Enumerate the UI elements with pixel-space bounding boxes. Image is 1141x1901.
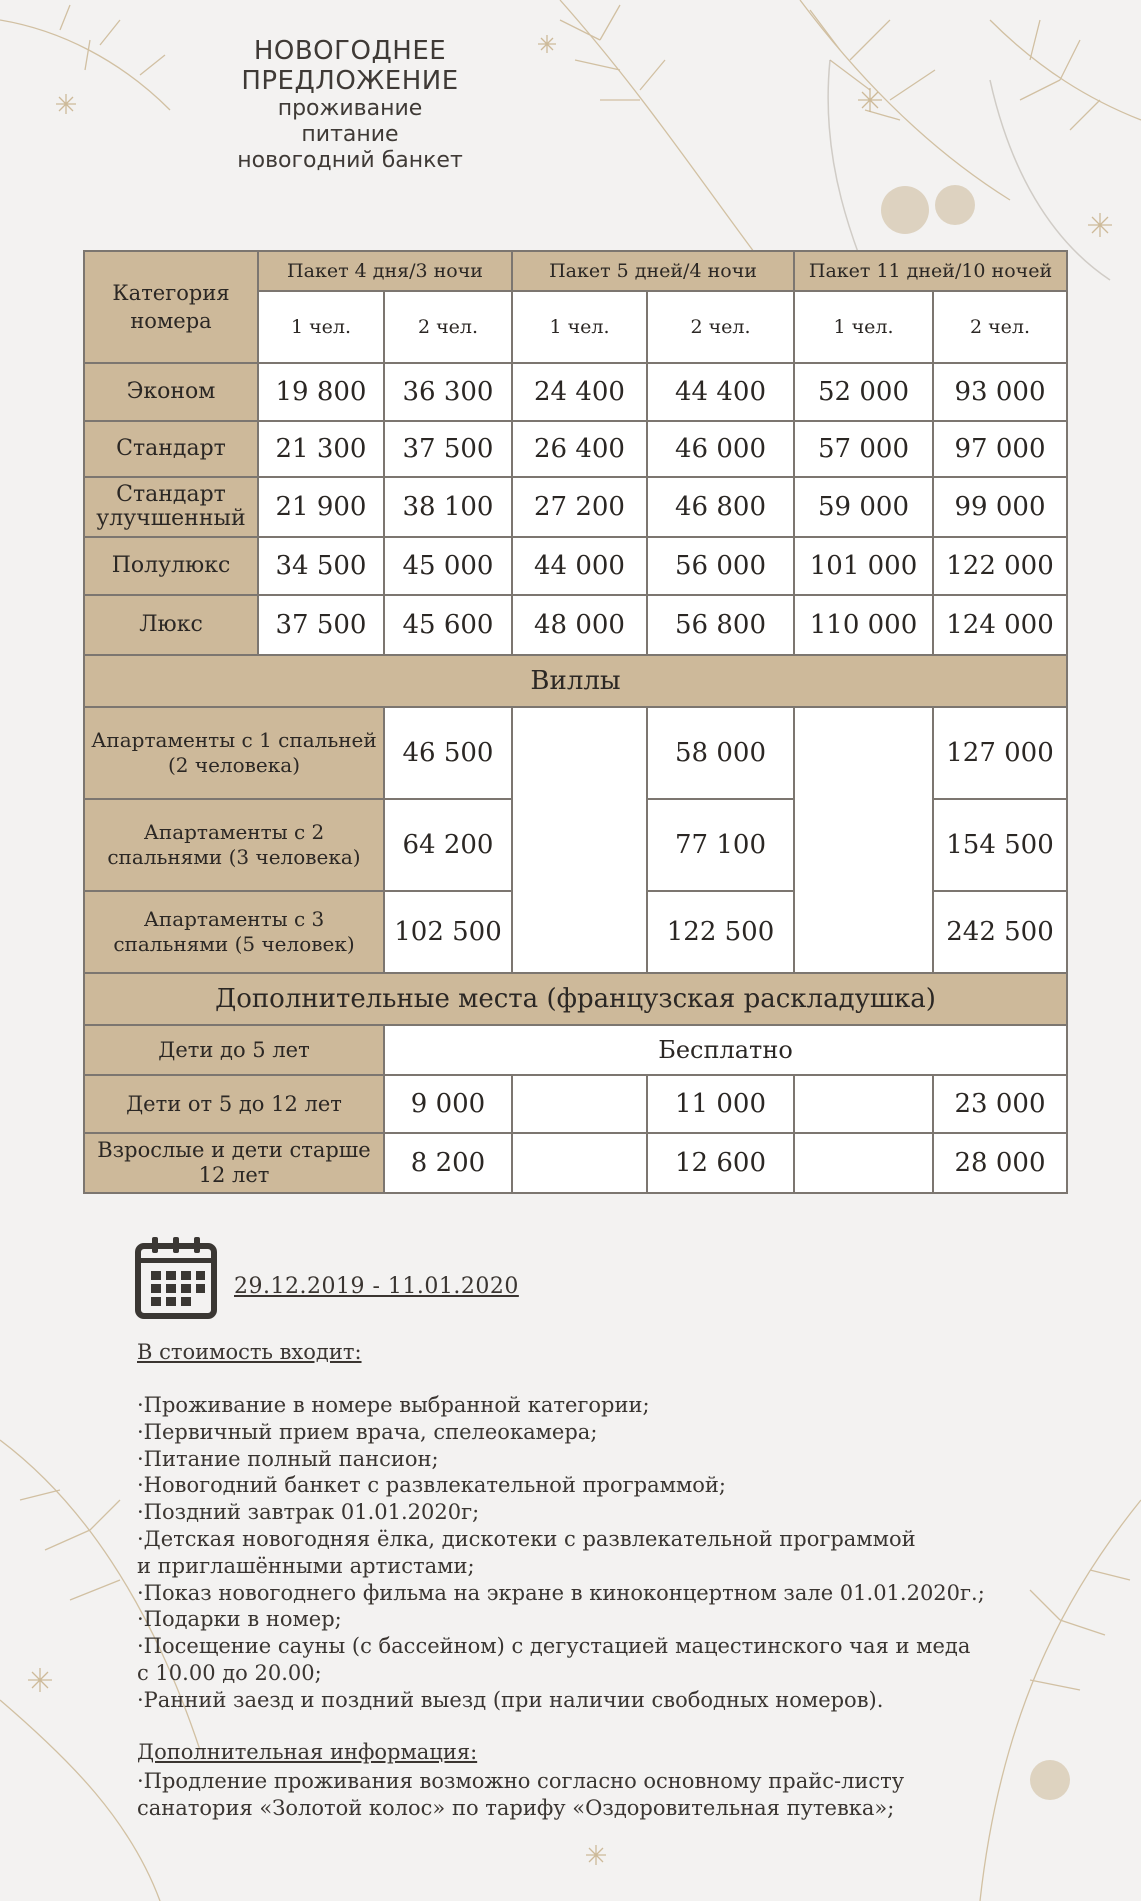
room-row-suite <box>84 595 1067 655</box>
room-name: Полулюкс <box>84 537 258 595</box>
persons-header: 1 чел. <box>794 291 933 363</box>
empty-cell <box>512 707 647 973</box>
price-cell: 101 000 <box>794 537 933 595</box>
price-cell: 27 200 <box>512 477 647 537</box>
villa-name: Апартаменты с 2 спальнями (3 человека) <box>84 799 384 891</box>
extra-row <box>84 1025 1067 1075</box>
calendar-icon <box>134 1236 218 1320</box>
price-cell: 9 000 <box>384 1075 512 1133</box>
price-cell: 21 900 <box>258 477 384 537</box>
room-row-standard <box>84 421 1067 477</box>
price-cell: 26 400 <box>512 421 647 477</box>
empty-cell <box>794 1075 933 1133</box>
price-cell: 56 800 <box>647 595 794 655</box>
villas-title: Виллы <box>84 655 1067 707</box>
price-cell: 12 600 <box>647 1133 794 1193</box>
villa-name: Апартаменты с 3 спальнями (5 человек) <box>84 891 384 973</box>
list-item: ·Поздний завтрак 01.01.2020г; <box>137 1500 480 1525</box>
package-11-days: Пакет 11 дней/10 ночей <box>794 251 1067 291</box>
price-cell: 122 500 <box>647 891 794 973</box>
price-cell: 59 000 <box>794 477 933 537</box>
price-cell: 23 000 <box>933 1075 1067 1133</box>
offer-dates: 29.12.2019 - 11.01.2020 <box>234 1274 519 1299</box>
persons-header: 2 чел. <box>933 291 1067 363</box>
header-subtitle-meals: питание <box>301 122 399 147</box>
room-row-junior-suite <box>84 537 1067 595</box>
price-cell: 57 000 <box>794 421 933 477</box>
list-item: ·Ранний заезд и поздний выезд (при наличии свободных номеров). <box>137 1687 884 1712</box>
room-row-econom <box>84 363 1067 421</box>
header-subtitle-banquet: новогодний банкет <box>237 148 463 173</box>
list-item: ·Показ новогоднего фильма на экране в киноконцертном зале 01.01.2020г.; <box>137 1580 985 1605</box>
persons-header: 1 чел. <box>512 291 647 363</box>
price-cell: 242 500 <box>933 891 1067 973</box>
extra-beds-section-row <box>84 973 1067 1025</box>
price-cell: 46 800 <box>647 477 794 537</box>
price-cell: 52 000 <box>794 363 933 421</box>
additional-info-list <box>137 1768 904 1822</box>
price-cell: 44 000 <box>512 537 647 595</box>
villa-name: Апартаменты с 1 спальней (2 человека) <box>84 707 384 799</box>
price-cell: 19 800 <box>258 363 384 421</box>
persons-header: 2 чел. <box>384 291 512 363</box>
list-item: ·Детская новогодняя ёлка, дискотеки с развлекательной программой <box>137 1526 916 1551</box>
price-cell: 77 100 <box>647 799 794 891</box>
extra-name: Дети до 5 лет <box>84 1025 384 1075</box>
room-name: Эконом <box>84 363 258 421</box>
extra-row <box>84 1133 1067 1193</box>
price-cell: 37 500 <box>384 421 512 477</box>
category-header: Категория номера <box>84 251 258 363</box>
extra-name: Дети от 5 до 12 лет <box>84 1075 384 1133</box>
list-item: ·Продление проживания возможно согласно основному прайс-листу <box>137 1769 905 1793</box>
price-cell: 24 400 <box>512 363 647 421</box>
empty-cell <box>794 707 933 973</box>
price-cell: 11 000 <box>647 1075 794 1133</box>
price-cell: 154 500 <box>933 799 1067 891</box>
list-item: ·Новогодний банкет с развлекательной программой; <box>137 1473 726 1498</box>
room-row-standard-improved <box>84 477 1067 537</box>
price-cell: 36 300 <box>384 363 512 421</box>
price-cell: 44 400 <box>647 363 794 421</box>
price-cell: 58 000 <box>647 707 794 799</box>
room-name: Люкс <box>84 595 258 655</box>
price-cell: 97 000 <box>933 421 1067 477</box>
list-item: ·Посещение сауны (с бассейном) с дегустацией мацестинского чая и меда <box>137 1634 971 1659</box>
list-item: с 10.00 до 20.00; <box>137 1660 322 1685</box>
additional-info-heading: Дополнительная информация: <box>137 1740 478 1764</box>
persons-header: 2 чел. <box>647 291 794 363</box>
list-item: санатория «Золотой колос» по тарифу «Оздоровительная путевка»; <box>137 1796 895 1820</box>
offer-header <box>200 36 500 174</box>
package-5-days: Пакет 5 дней/4 ночи <box>512 251 794 291</box>
package-header-row <box>84 251 1067 291</box>
price-cell: 124 000 <box>933 595 1067 655</box>
includes-list <box>137 1392 985 1714</box>
extra-beds-title: Дополнительные места (французская раскладушка) <box>84 973 1067 1025</box>
empty-cell <box>512 1075 647 1133</box>
price-cell: 99 000 <box>933 477 1067 537</box>
includes-heading: В стоимость входит: <box>137 1340 362 1364</box>
price-cell: 45 000 <box>384 537 512 595</box>
villa-row <box>84 707 1067 799</box>
price-cell: 34 500 <box>258 537 384 595</box>
free-cell: Бесплатно <box>384 1025 1067 1075</box>
header-title-line1: НОВОГОДНЕЕ <box>253 36 447 66</box>
list-item: и приглашёнными артистами; <box>137 1553 475 1578</box>
price-cell: 45 600 <box>384 595 512 655</box>
price-cell: 102 500 <box>384 891 512 973</box>
list-item: ·Первичный прием врача, спелеокамера; <box>137 1419 598 1444</box>
extra-name: Взрослые и дети старше 12 лет <box>84 1133 384 1193</box>
price-cell: 21 300 <box>258 421 384 477</box>
price-cell: 46 000 <box>647 421 794 477</box>
price-cell: 48 000 <box>512 595 647 655</box>
price-cell: 28 000 <box>933 1133 1067 1193</box>
price-cell: 64 200 <box>384 799 512 891</box>
empty-cell <box>512 1133 647 1193</box>
room-name: Стандарт улучшенный <box>84 477 258 537</box>
list-item: ·Проживание в номере выбранной категории; <box>137 1393 650 1417</box>
header-title-line2: ПРЕДЛОЖЕНИЕ <box>241 66 459 96</box>
extra-row <box>84 1075 1067 1133</box>
price-cell: 93 000 <box>933 363 1067 421</box>
list-item: ·Питание полный пансион; <box>137 1446 439 1471</box>
list-item: ·Подарки в номер; <box>137 1607 342 1632</box>
villas-section-row <box>84 655 1067 707</box>
persons-header: 1 чел. <box>258 291 384 363</box>
package-4-days: Пакет 4 дня/3 ночи <box>258 251 512 291</box>
empty-cell <box>794 1133 933 1193</box>
price-cell: 37 500 <box>258 595 384 655</box>
price-cell: 8 200 <box>384 1133 512 1193</box>
header-subtitle-lodging: проживание <box>277 96 423 121</box>
room-name: Стандарт <box>84 421 258 477</box>
price-cell: 46 500 <box>384 707 512 799</box>
price-cell: 38 100 <box>384 477 512 537</box>
price-table <box>83 250 1068 1194</box>
price-cell: 56 000 <box>647 537 794 595</box>
price-cell: 127 000 <box>933 707 1067 799</box>
price-cell: 110 000 <box>794 595 933 655</box>
price-cell: 122 000 <box>933 537 1067 595</box>
